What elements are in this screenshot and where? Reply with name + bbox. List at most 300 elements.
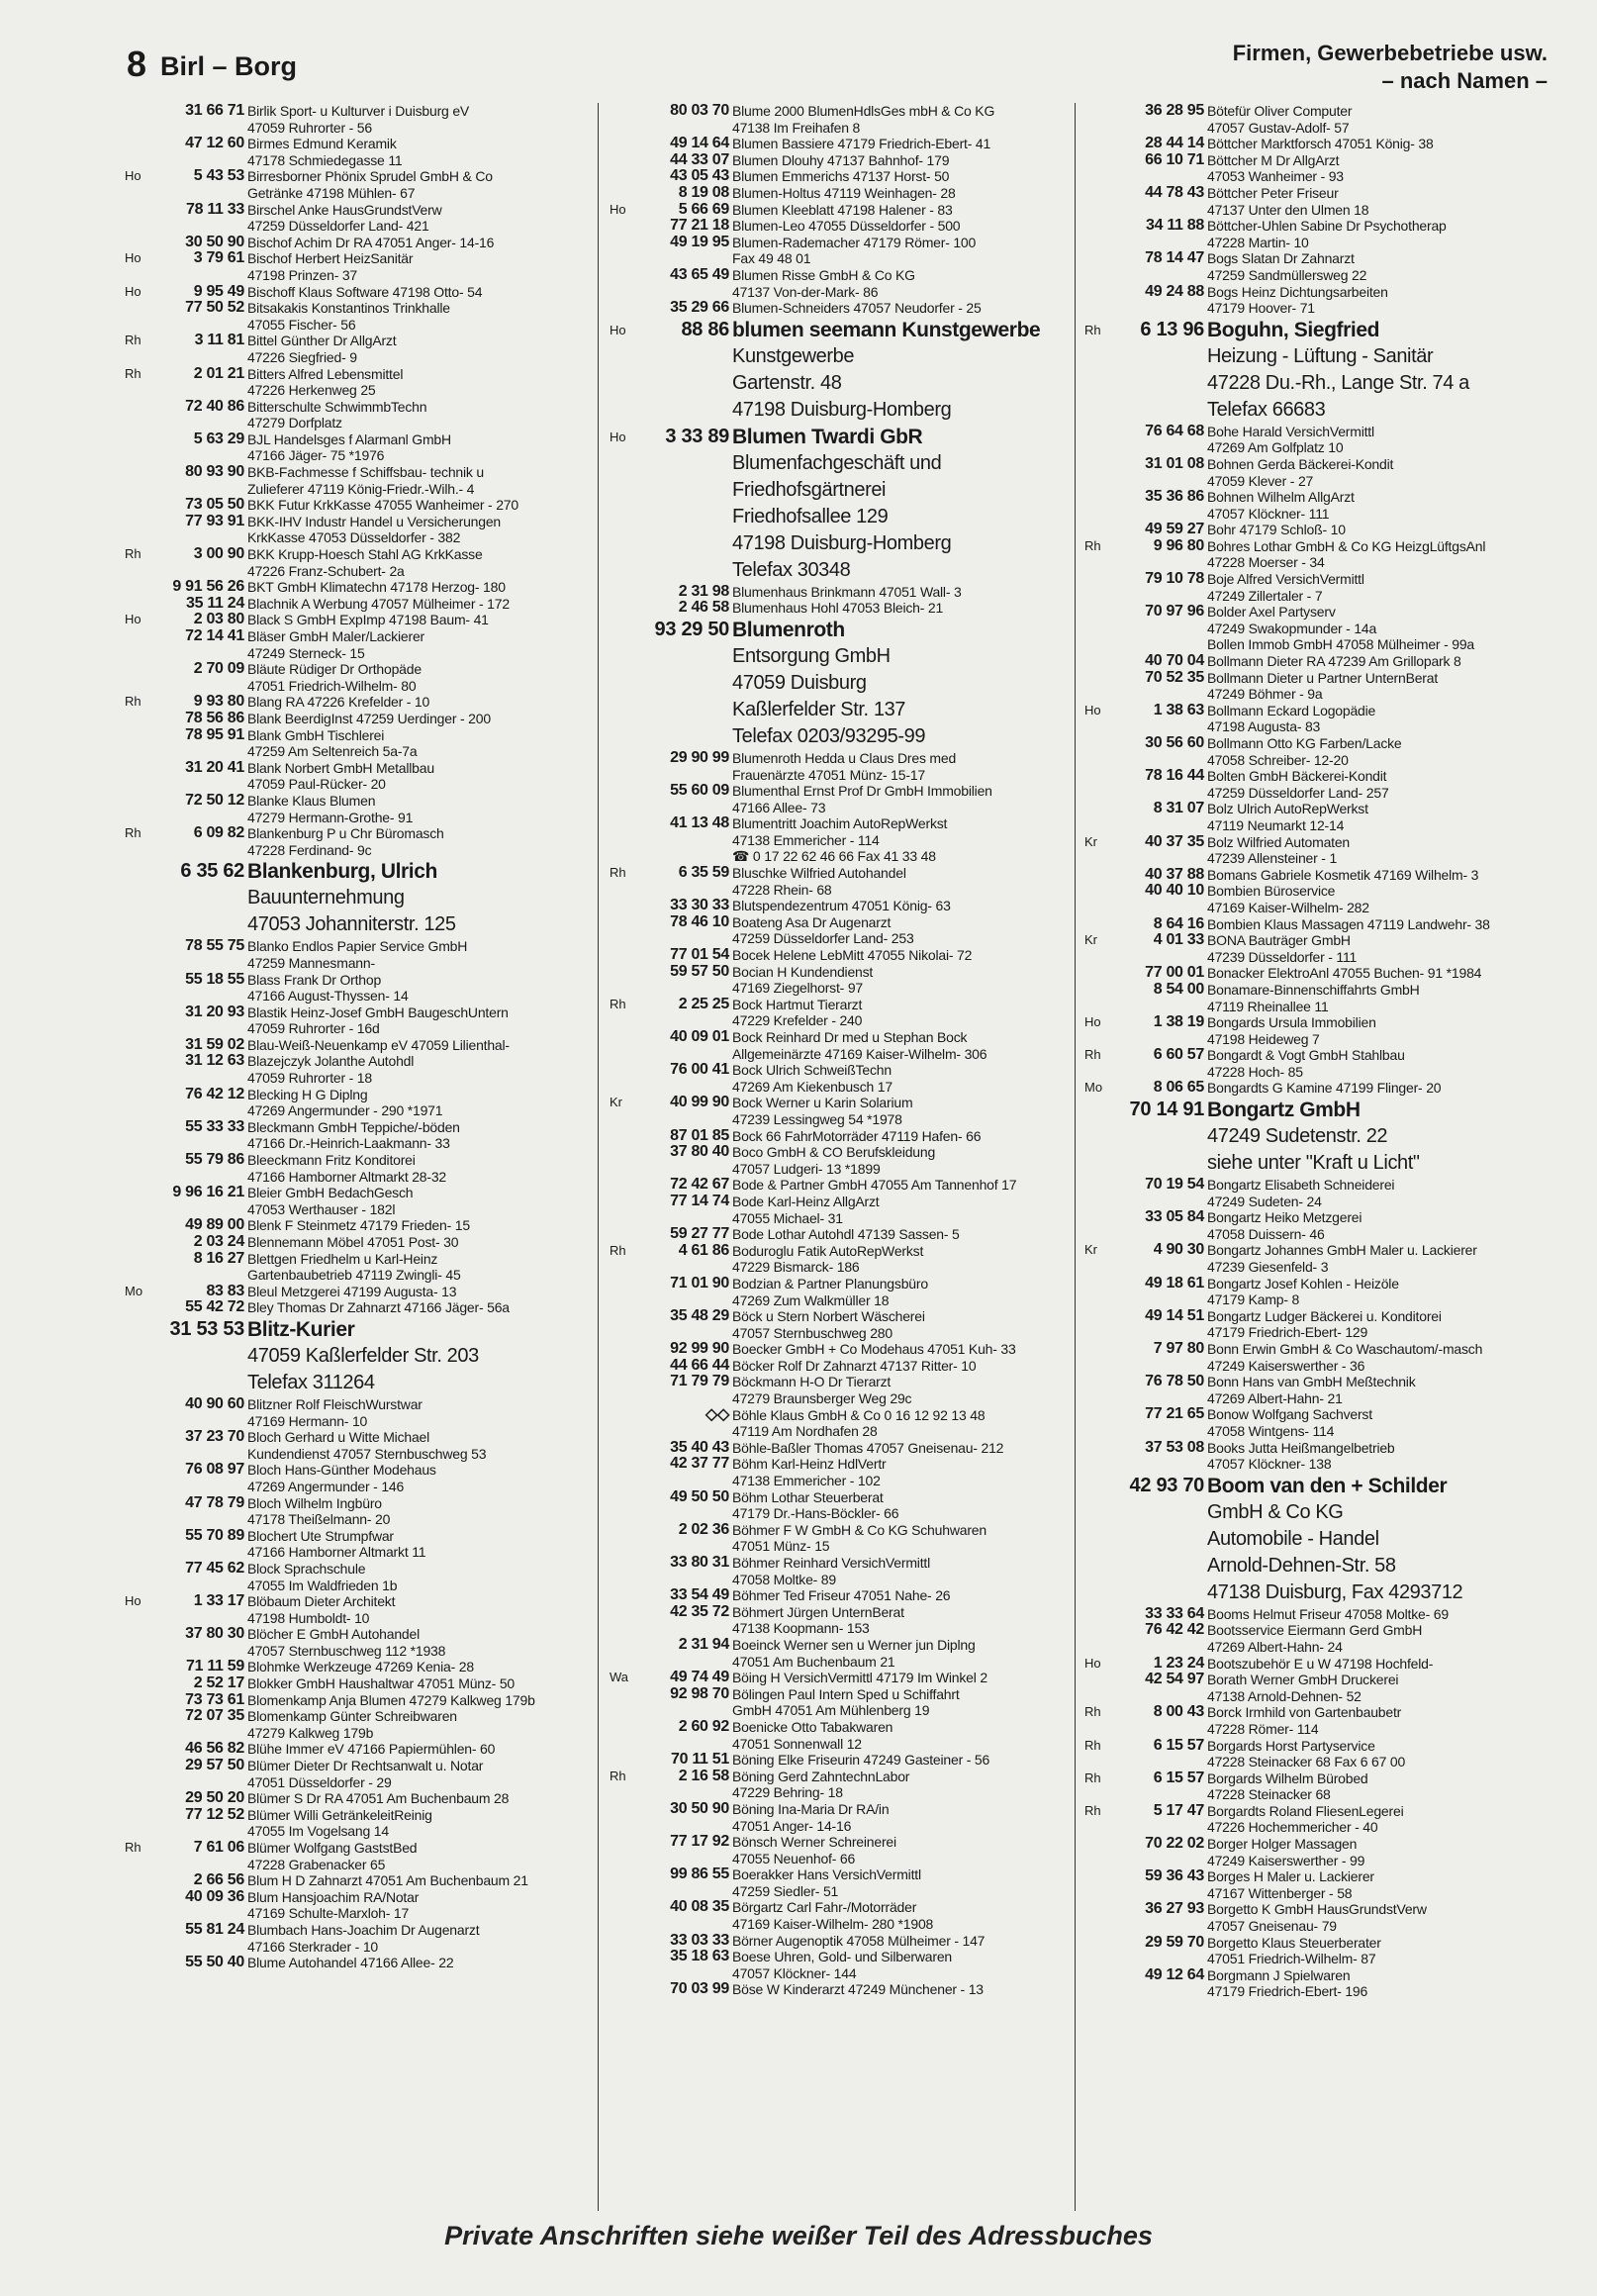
listing-name-address: Bonacker ElektroAnl 47055 Buchen- 91 *1984 [1207, 965, 1482, 982]
phone-number: 2 03 80 [193, 611, 244, 628]
listing-name-address: Bock 66 FahrMotorräder 47119 Hafen- 66 [732, 1127, 982, 1144]
phone-number: 29 59 70 [1145, 1933, 1204, 1951]
phone-number: 49 74 49 [670, 1669, 729, 1686]
listing-name-address: Bohnen Wilhelm AllgArzt 47057 Klöckner- 111 [1207, 489, 1355, 522]
listing-name-address: Bötefür Oliver Computer 47057 Gustav-Adolf- 57 [1207, 103, 1353, 136]
phone-number: 49 14 51 [1145, 1306, 1204, 1324]
listing-name-address: Blazejczyk Jolanthe Autohdl 47059 Ruhrorter - 18 [247, 1053, 415, 1087]
listing-name-address: Bläser GmbH Maler/Lackierer 47249 Sterneck- 15 [247, 628, 424, 661]
listing-entry [602, 1866, 1075, 1899]
phone-number: 40 40 10 [1145, 882, 1204, 900]
listing-name-address: Blöcher E GmbH Autohandel 47057 Sternbuschweg 112 *1938 [247, 1626, 446, 1659]
phone-number: 40 08 35 [670, 1898, 729, 1916]
section-heading-line1: Firmen, Gewerbebetriebe usw. [1232, 41, 1548, 65]
district-code: Rh [1084, 1770, 1101, 1785]
district-code: Ho [125, 612, 141, 627]
phone-number: 43 65 49 [670, 265, 729, 283]
listing-name-address: Bloch Wilhelm Ingbüro 47178 Theißelmann- 20 [247, 1494, 391, 1528]
phone-number: 1 38 63 [1153, 701, 1204, 718]
listing-entry [1077, 883, 1551, 915]
listing-name-address: Bongardts G Kamine 47199 Flinger- 20 [1207, 1080, 1442, 1097]
phone-number: 88 86 [681, 318, 729, 340]
listing-name-address: Bohe Harald VersichVermittl 47269 Am Golfplatz 10 [1207, 423, 1374, 456]
listing-entry [602, 136, 1075, 152]
listing-name-address: Birresborner Phönix Sprudel GmbH & Co Getränke 47198 Mühlen- 67 [247, 168, 493, 201]
district-code: Kr [1084, 833, 1097, 849]
phone-number: 2 03 24 [193, 1233, 244, 1250]
listing-name-address: Bischoff Klaus Software 47198 Otto- 54 [247, 283, 483, 300]
phone-number: 66 10 71 [1145, 150, 1204, 168]
phone-number: 6 15 57 [1153, 1736, 1204, 1754]
listing-entry [602, 1522, 1075, 1555]
listing-entry [602, 202, 1075, 219]
phone-number: 1 38 19 [1153, 1013, 1204, 1031]
listing-name-address: Books Jutta Heißmangelbetrieb 47057 Klöckner- 138 [1207, 1439, 1395, 1473]
listing-name-address: Blennemann Möbel 47051 Post- 30 [247, 1234, 459, 1250]
listing-name-address: Borgetto Klaus Steuerberater 47051 Friedrich-Wilhelm- 87 [1207, 1934, 1381, 1967]
listing-name-address: Böhmer Ted Friseur 47051 Nahe- 26 [732, 1587, 951, 1604]
phone-number: 70 97 96 [1145, 603, 1204, 621]
listing-name-address: Blachnik A Werbung 47057 Mülheimer - 172 [247, 595, 510, 612]
column-divider [598, 103, 599, 2211]
listing-entry [1077, 670, 1551, 703]
phone-number: 2 70 09 [193, 660, 244, 678]
listing-name-address: Blettgen Friedhelm u Karl-Heinz Gartenbaubetrieb 47119 Zwingli- 45 [247, 1250, 461, 1284]
phone-number: 80 03 70 [670, 103, 729, 119]
listing-entry [602, 1752, 1075, 1769]
phone-number: 80 93 90 [185, 463, 244, 481]
column-divider [1075, 103, 1076, 2211]
listing-entry [602, 997, 1075, 1029]
listing-column-1 [117, 103, 597, 2211]
district-code: Rh [1084, 1802, 1101, 1818]
listing-entry [117, 972, 597, 1004]
listing-name-address: Blumentritt Joachim AutoRepWerkst 47138 Emmericher - 114 ☎ 0 17 22 62 46 66 Fax 41 33 48 [732, 815, 948, 865]
listing-name-address: Blanke Klaus Blumen 47279 Hermann-Grothe- 91 [247, 792, 414, 825]
listing-entry [602, 267, 1075, 300]
listing-entry [1077, 1606, 1551, 1623]
listing-name-address: Borgards Wilhelm Bürobed 47228 Steinacker 68 [1207, 1770, 1368, 1803]
listing-entry [602, 584, 1075, 601]
listing-entry [1077, 571, 1551, 604]
listing-entry [602, 898, 1075, 914]
listing-entry [117, 694, 597, 711]
listing-name-address: Blum Hansjoachim RA/Notar 47169 Schulte-Marxloh- 17 [247, 1888, 420, 1922]
phone-number: 46 56 82 [185, 1740, 244, 1758]
listing-entry [117, 1889, 597, 1922]
listing-name-address: Boeinck Werner sen u Werner jun Diplng 47051 Am Buchenbaum 21 [732, 1636, 976, 1670]
phone-number: 79 10 78 [1145, 570, 1204, 588]
listing-entry [602, 1194, 1075, 1226]
phone-number: 77 14 74 [670, 1192, 729, 1209]
listing-name-address: Block Sprachschule 47055 Im Waldfrieden 1b [247, 1560, 398, 1593]
listing-entry [602, 1637, 1075, 1670]
listing-entry [1077, 1836, 1551, 1868]
district-code: Ho [125, 1593, 141, 1609]
listing-entry [117, 1251, 597, 1284]
listing-name-address: Bogs Heinz Dichtungsarbeiten 47179 Hoover- 71 [1207, 283, 1388, 317]
listing-name-address: Bodzian & Partner Planungsbüro 47269 Zum Walkmüller 18 [732, 1275, 928, 1308]
listing-name-address: Bombien Klaus Massagen 47119 Landwehr- 38 [1207, 915, 1490, 932]
listing-entry [1077, 1209, 1551, 1242]
listing-name-address: Böhm Lothar Steuerberat 47179 Dr.-Hans-Böckler- 66 [732, 1488, 899, 1522]
phone-number: 77 21 18 [670, 217, 729, 235]
listing-name-address: Börner Augenoptik 47058 Mülheimer - 147 [732, 1932, 986, 1949]
phone-number: 29 57 50 [185, 1757, 244, 1774]
listing-entry [602, 1095, 1075, 1127]
listing-name-address: Blumen-Leo 47055 Düsseldorfer - 500 [732, 218, 961, 235]
district-code: Ho [610, 322, 626, 337]
listing-entry [602, 600, 1075, 617]
listing-name-address: Boerakker Hans VersichVermittl 47259 Siedler- 51 [732, 1866, 921, 1899]
listing-entry [1077, 735, 1551, 768]
section-heading-line2: – nach Namen – [1381, 68, 1548, 93]
listing-entry [1077, 103, 1551, 136]
listing-name-address: Borath Werner GmbH Druckerei 47138 Arnold-Dehnen- 52 [1207, 1672, 1399, 1704]
listing-entry [602, 1341, 1075, 1358]
listing-name-address: Bolder Axel Partyserv 47249 Swakopmunder - 14a [1207, 604, 1377, 636]
district-code: Ho [610, 429, 626, 444]
listing-name-address: Blumen-Schneiders 47057 Neudorfer - 25 [732, 300, 982, 317]
phone-number: 2 31 98 [678, 582, 729, 600]
listing-name-address: Blass Frank Dr Orthop 47166 August-Thyssen- 14 [247, 971, 409, 1004]
listing-entry [1077, 916, 1551, 933]
listing-name-address: Blühe Immer eV 47166 Papiermühlen- 60 [247, 1741, 496, 1758]
phone-number: 33 30 33 [670, 897, 729, 914]
phone-number: 9 93 80 [193, 693, 244, 711]
listing-entry [1077, 1177, 1551, 1209]
listing-entry [1077, 867, 1551, 884]
phone-number: 71 79 79 [670, 1373, 729, 1390]
listing-entry [1077, 982, 1551, 1014]
listing-entry [1077, 456, 1551, 489]
listing-name-address: Blumen-Rademacher 47179 Römer- 100 Fax 49 48 01 [732, 234, 977, 267]
display-ad-entry [602, 424, 1075, 584]
listing-name-address: Böning Elke Friseurin 47249 Gasteiner - 56 [732, 1752, 990, 1769]
listing-name-address: Bleckmann GmbH Teppiche/-böden 47166 Dr.-Heinrich-Laakmann- 33 [247, 1118, 460, 1152]
phone-number: 2 60 92 [678, 1717, 729, 1735]
phone-number: 5 17 47 [1153, 1801, 1204, 1819]
district-code: Rh [1084, 1047, 1101, 1063]
listing-entry [1077, 1341, 1551, 1374]
phone-number: 44 78 43 [1145, 183, 1204, 201]
listing-name-address: Blumenroth Entsorgung GmbH 47059 Duisburg Kaßlerfelder Str. 137 Telefax 0203/93295-99 [732, 618, 926, 747]
phone-number: 77 12 52 [185, 1805, 244, 1823]
listing-entry [117, 1462, 597, 1494]
phone-number: 59 27 77 [670, 1225, 729, 1243]
listing-entry [602, 1177, 1075, 1194]
phone-number: 76 64 68 [1145, 422, 1204, 439]
page-header [0, 0, 1597, 94]
section-heading [1233, 40, 1548, 95]
listing-entry [117, 1872, 597, 1889]
listing-name-address: Blumenhaus Brinkmann 47051 Wall- 3 [732, 583, 962, 600]
listing-entry [117, 1922, 597, 1955]
listing-entry [1077, 424, 1551, 456]
listing-name-address: Birschel Anke HausGrundstVerw 47259 Düsseldorfer Land- 421 [247, 201, 442, 235]
phone-number: 42 37 77 [670, 1455, 729, 1473]
listing-entry [117, 1396, 597, 1429]
listing-entry [602, 185, 1075, 202]
phone-number: 70 14 91 [1129, 1099, 1204, 1121]
listing-entry [1077, 1308, 1551, 1341]
listing-name-address: Bongartz Heiko Metzgerei 47058 Duissern- 46 [1207, 1209, 1362, 1242]
listing-entry [1077, 489, 1551, 522]
display-ad-entry [1077, 1097, 1551, 1177]
phone-number: 73 05 50 [185, 496, 244, 514]
listing-entry [117, 202, 597, 235]
listing-name-address: Bleier GmbH BedachGesch 47053 Werthauser - 182l [247, 1185, 414, 1217]
listing-entry [117, 1119, 597, 1152]
district-code: Rh [125, 694, 141, 710]
listing-name-address: Boese Uhren, Gold- und Silberwaren 47057 Klöckner- 144 [732, 1949, 952, 1981]
district-code: Ho [1084, 1655, 1101, 1671]
phone-number: 55 33 33 [185, 1117, 244, 1135]
listing-entry [117, 1675, 597, 1692]
phone-number: 40 09 01 [670, 1028, 729, 1045]
phone-number: 93 29 50 [654, 618, 729, 640]
listing-name-address: Blumen Emmerichs 47137 Horst- 50 [732, 168, 950, 185]
listing-entry [602, 1308, 1075, 1341]
phone-number: 55 81 24 [185, 1920, 244, 1938]
listing-entry [117, 1741, 597, 1758]
listing-entry [602, 1719, 1075, 1752]
listing-entry [1077, 1406, 1551, 1439]
listing-name-address: Booms Helmut Friseur 47058 Moltke- 69 [1207, 1605, 1449, 1622]
listing-name-address: Blokker GmbH Haushaltwar 47051 Münz- 50 [247, 1675, 515, 1692]
phone-number: 42 93 70 [1129, 1474, 1204, 1496]
listing-name-address: Boguhn, Siegfried Heizung - Lüftung - Sanitär 47228 Du.-Rh., Lange Str. 74 a Telefax 66683 [1207, 318, 1469, 421]
listing-name-address: Bock Ulrich SchweißTechn 47269 Am Kiekenbusch 17 [732, 1062, 892, 1095]
listing-entry [602, 1407, 1075, 1440]
listing-entry [1077, 1047, 1551, 1080]
phone-number: 42 54 97 [1145, 1671, 1204, 1688]
phone-number: 2 16 58 [678, 1767, 729, 1784]
district-code: Ho [1084, 702, 1101, 718]
listing-entry [117, 628, 597, 661]
district-code: Kr [1084, 1242, 1097, 1258]
listing-entry [1077, 653, 1551, 670]
listing-entry [117, 1053, 597, 1086]
listing-entry [602, 1933, 1075, 1950]
phone-number: 78 11 33 [186, 200, 244, 218]
listing-name-address: Bongartz GmbH 47249 Sudetenstr. 22 siehe unter "Kraft u Licht" [1207, 1099, 1420, 1175]
phone-number: 3 33 89 [665, 425, 729, 447]
listing-entry [117, 1659, 597, 1675]
listing-entry [117, 661, 597, 694]
phone-number: 43 05 43 [670, 167, 729, 185]
district-code: Ho [1084, 1014, 1101, 1030]
listing-name-address: Bollen Immob GmbH 47058 Mülheimer - 99a [1207, 636, 1474, 653]
listing-entry [602, 235, 1075, 267]
listing-name-address: Bohnen Gerda Bäckerei-Kondit 47059 Klever - 27 [1207, 455, 1394, 489]
phone-number: 78 95 91 [185, 725, 244, 743]
listing-name-address: Bongartz Elisabeth Schneiderei 47249 Sudeten- 24 [1207, 1177, 1395, 1209]
phone-number: 4 61 86 [678, 1241, 729, 1259]
footer-note: Private Anschriften siehe weißer Teil des Adressbuches [444, 2221, 1153, 2250]
listing-name-address: Bolz Wilfried Automaten 47239 Allensteiner - 1 [1207, 833, 1351, 867]
listing-entry [602, 1769, 1075, 1801]
listing-entry [602, 1226, 1075, 1243]
listing-name-address: Blumen Bassiere 47179 Friedrich-Ebert- 41 [732, 136, 991, 152]
phone-number: 44 66 44 [670, 1356, 729, 1374]
phone-number: 76 42 42 [1145, 1621, 1204, 1639]
phone-number: 76 42 12 [185, 1085, 244, 1102]
phone-number: 47 78 79 [185, 1493, 244, 1511]
listing-entry [117, 1217, 597, 1234]
listing-name-address: Bohres Lothar GmbH & Co KG HeizgLüftgsAnl 47228 Moerser - 34 [1207, 537, 1486, 571]
listing-entry [602, 1834, 1075, 1866]
phone-number: 2 31 94 [678, 1635, 729, 1653]
listing-name-address: Borgards Horst Partyservice 47228 Steinacker 68 Fax 6 67 00 [1207, 1737, 1406, 1770]
phone-number: 72 50 12 [185, 791, 244, 809]
listing-entry [1077, 636, 1551, 653]
listing-name-address: Bloch Hans-Günther Modehaus 47269 Angermunder - 146 [247, 1462, 436, 1494]
listing-name-address: Boecker GmbH + Co Modehaus 47051 Kuh- 33 [732, 1341, 1016, 1358]
phone-number: 72 40 86 [185, 397, 244, 415]
listing-entry [117, 366, 597, 399]
listing-entry [602, 152, 1075, 169]
phone-number: 2 66 56 [193, 1871, 244, 1889]
phone-number: 28 44 14 [1145, 135, 1204, 152]
listing-name-address: BJL Handelsges f Alarmanl GmbH 47166 Jäger- 75 *1976 [247, 430, 451, 464]
phone-number: 77 17 92 [670, 1833, 729, 1851]
phone-number: 35 40 43 [670, 1438, 729, 1456]
listing-name-address: BKK-IHV Industr Handel u Versicherungen KrkKasse 47053 Düsseldorfer - 382 [247, 513, 502, 546]
phone-number: 33 33 64 [1145, 1604, 1204, 1622]
phone-number: 30 56 60 [1145, 734, 1204, 751]
listing-name-address: Bleeckmann Fritz Konditorei 47166 Hamborner Altmarkt 28-32 [247, 1152, 446, 1185]
listing-entry [602, 815, 1075, 865]
listing-name-address: Blomenkamp Günter Schreibwaren 47279 Kalkweg 179b [247, 1708, 457, 1741]
phone-number: 49 14 64 [670, 135, 729, 152]
phone-number: 37 23 70 [185, 1428, 244, 1446]
phone-number: 1 33 17 [193, 1592, 244, 1610]
district-code: Ho [610, 201, 626, 217]
phone-number: 55 42 72 [185, 1298, 244, 1316]
display-ad-entry [602, 617, 1075, 750]
listing-name-address: Böing H VersichVermittl 47179 Im Winkel 2 [732, 1670, 987, 1686]
listing-name-address: Bonn Erwin GmbH & Co Waschautom/-masch 47249 Kaiserswerther - 36 [1207, 1341, 1483, 1374]
listing-entry [602, 1374, 1075, 1406]
phone-number: 77 93 91 [185, 512, 244, 529]
listing-entry [602, 1144, 1075, 1177]
district-code: Rh [125, 546, 141, 562]
phone-number: 8 54 00 [1153, 980, 1204, 998]
district-code: Ho [125, 250, 141, 266]
phone-number: 37 80 40 [670, 1143, 729, 1161]
listing-name-address: Bittel Günther Dr AllgArzt 47226 Siegfried- 9 [247, 333, 397, 365]
listing-entry [117, 1561, 597, 1593]
listing-name-address: Blitzner Rolf FleischWurstwar 47169 Hermann- 10 [247, 1395, 423, 1429]
district-code: Rh [610, 1242, 626, 1258]
listing-entry [117, 793, 597, 825]
phone-number: 78 56 86 [185, 709, 244, 726]
listing-entry [602, 783, 1075, 815]
phone-number: 3 79 61 [193, 249, 244, 267]
phone-number: 76 00 41 [670, 1061, 729, 1079]
phone-number: 87 01 85 [670, 1126, 729, 1144]
listing-name-address: Blumenroth Hedda u Claus Dres med Frauenärzte 47051 Münz- 15-17 [732, 749, 957, 783]
phone-number: 4 90 30 [1153, 1241, 1204, 1259]
page-range: Birl – Borg [160, 51, 298, 81]
listing-entry [602, 914, 1075, 947]
listing-entry [117, 1152, 597, 1185]
phone-number: 8 31 07 [1153, 800, 1204, 817]
phone-number: 36 27 93 [1145, 1900, 1204, 1918]
listing-name-address: BKK Futur KrkKasse 47055 Wanheimer - 270 [247, 497, 518, 514]
district-code: Rh [1084, 1704, 1101, 1720]
listing-entry [602, 1440, 1075, 1457]
listing-name-address: Blumen-Holtus 47119 Weinhagen- 28 [732, 184, 956, 201]
phone-number: 77 45 62 [185, 1559, 244, 1577]
phone-number: 72 07 35 [185, 1707, 244, 1725]
listing-name-address: Blumen Twardi GbR Blumenfachgeschäft und Friedhofsgärtnerei Friedhofsallee 129 47198 Duisburg-Homberg Telefax 30348 [732, 425, 952, 581]
listing-name-address: Blenk F Steinmetz 47179 Frieden- 15 [247, 1217, 470, 1234]
listing-entry [1077, 768, 1551, 801]
phone-number: 40 09 36 [185, 1887, 244, 1905]
phone-number: 71 11 59 [186, 1658, 244, 1675]
listing-name-address: Blum H D Zahnarzt 47051 Am Buchenbaum 21 [247, 1872, 528, 1889]
listing-entry [602, 1029, 1075, 1062]
district-code: Wa [610, 1670, 629, 1685]
listing-name-address: Bode & Partner GmbH 47055 Am Tannenhof 17 [732, 1177, 1017, 1194]
listing-entry [1077, 932, 1551, 965]
listing-name-address: Bongardt & Vogt GmbH Stahlbau 47228 Hoch- 85 [1207, 1047, 1405, 1080]
listing-name-address: Böning Ina-Maria Dr RA/in 47051 Anger- 14-16 [732, 1800, 890, 1834]
display-ad-entry [602, 317, 1075, 424]
phone-number: 8 16 27 [193, 1249, 244, 1267]
listing-name-address: Blohmke Werkzeuge 47269 Kenia- 28 [247, 1659, 474, 1675]
listing-entry [1077, 1440, 1551, 1473]
listing-entry [117, 760, 597, 793]
listing-entry [602, 1062, 1075, 1095]
listing-entry [117, 399, 597, 431]
display-ad-entry [117, 858, 597, 938]
listing-column-2 [602, 103, 1075, 2211]
listing-name-address: Bongartz Johannes GmbH Maler u. Lackierer 47239 Giesenfeld- 3 [1207, 1242, 1477, 1276]
listing-name-address: Böckmann H-O Dr Tierarzt 47279 Braunsberger Weg 29c [732, 1374, 912, 1407]
phone-number: 33 03 33 [670, 1931, 729, 1949]
listing-name-address: Borger Holger Massagen 47249 Kaiserswerther - 99 [1207, 1836, 1365, 1868]
listing-entry [602, 964, 1075, 997]
listing-entry [117, 431, 597, 464]
phone-number: 33 80 31 [670, 1554, 729, 1571]
listing-entry [1077, 152, 1551, 185]
listing-name-address: Boom van den + Schilder GmbH & Co KG Automobile - Handel Arnold-Dehnen-Str. 58 47138 Duisburg, Fax 4293712 [1207, 1474, 1463, 1603]
phone-number: 70 22 02 [1145, 1835, 1204, 1853]
listing-entry [117, 1708, 597, 1741]
phone-number: 6 09 82 [193, 824, 244, 842]
listing-entry [1077, 538, 1551, 571]
listing-name-address: Blau-Weiß-Neuenkamp eV 47059 Lilienthal- [247, 1036, 510, 1053]
listing-name-address: Blomenkamp Anja Blumen 47279 Kalkweg 179b [247, 1691, 535, 1708]
listing-name-address: Bocek Helene LebMitt 47055 Nikolai- 72 [732, 947, 973, 964]
listing-name-address: Bongartz Josef Kohlen - Heizöle 47179 Kamp- 8 [1207, 1275, 1399, 1308]
listing-name-address: Bombien Büroservice 47169 Kaiser-Wilhelm- 282 [1207, 883, 1369, 915]
listing-name-address: Bolz Ulrich AutoRepWerkst 47119 Neumarkt 12-14 [1207, 801, 1368, 833]
phone-number: 31 01 08 [1145, 454, 1204, 472]
listing-name-address: Böcker Rolf Dr Zahnarzt 47137 Ritter- 10 [732, 1357, 977, 1374]
phone-number: 76 78 50 [1145, 1373, 1204, 1390]
phone-number: 59 57 50 [670, 962, 729, 980]
listing-name-address: Bode Lothar Autohdl 47139 Sassen- 5 [732, 1226, 960, 1243]
phone-number: 35 18 63 [670, 1948, 729, 1965]
phone-number: 9 91 56 26 [172, 578, 244, 596]
phone-number: 55 60 09 [670, 782, 729, 800]
listing-name-address: Boenicke Otto Tabakwaren 47051 Sonnenwall 12 [732, 1718, 893, 1752]
listing-name-address: Bonow Wolfgang Sachverst 47058 Wintgens- 114 [1207, 1406, 1372, 1439]
